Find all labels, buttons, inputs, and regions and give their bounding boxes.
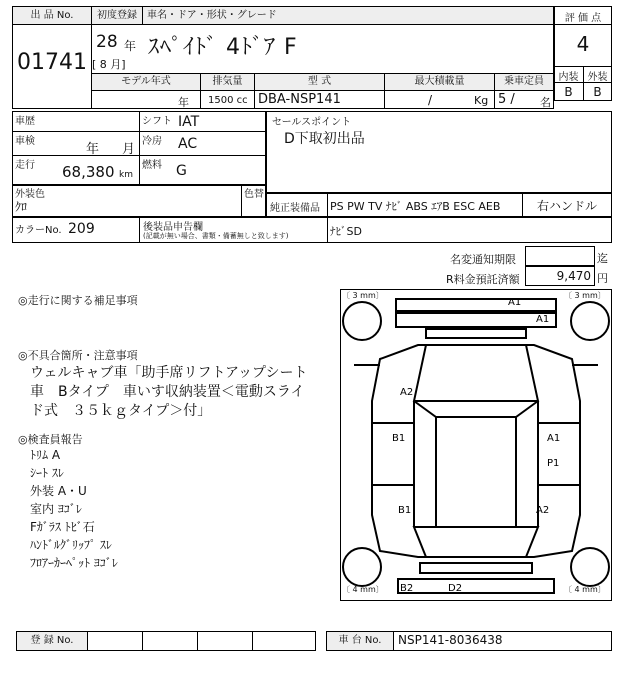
damage-mark: B1 [398,505,412,516]
damage-mark: B1 [392,433,406,444]
damage-mark: B2 [400,583,414,594]
wheel-front-left [343,302,381,340]
hood [414,345,538,401]
max-load-label: 最大積載量 [385,74,494,90]
color-change-label: 色替 [244,189,264,200]
divider [197,631,198,651]
wheel-front-right [571,302,609,340]
sales-point: D下取初出品 [284,131,365,147]
exterior-color: ｸﾛ [15,200,28,214]
mileage-unit: km [119,170,133,180]
rear-window [414,527,538,557]
tread-front-right: 〔 3 mm〕 [564,291,606,300]
divider [554,24,612,25]
color-no-label: カラーNo. [15,225,62,236]
color-no-box [12,217,612,243]
inspector-line: ﾄﾘﾑ A [30,448,61,462]
damage-mark: A1 [536,314,550,325]
max-load: / [428,93,433,107]
rear-panel [420,563,532,573]
equipment: PS PW TV ﾅﾋﾞ ABS ｴｱB ESC AEB [330,200,501,213]
history-label: 車歴 [15,116,35,127]
recycle-unit: 円 [597,272,608,285]
exterior-label: 外装 [587,72,608,83]
damage-mark: A2 [400,387,414,398]
capacity-label: 乗車定員 [495,74,553,90]
exterior-color-box [12,185,266,217]
recycle-value: 9,470 [556,269,591,283]
car-name-label: 車名・ドア・形状・グレード [143,7,553,24]
equipment-label: 純正装備品 [270,203,320,214]
capacity-unit: 名 [540,96,551,109]
max-load-unit: Kg [474,94,489,107]
aircon-label: 冷房 [142,136,162,147]
inspection-year-unit: 年 [86,142,100,157]
first-reg-label: 初度登録 [92,7,142,24]
sales-point-label: セールスポイント [272,117,352,128]
damage-mark: A2 [536,505,550,516]
divider [139,217,140,243]
model-code: DBA-NSP141 [258,92,341,107]
tread-rear-left: 〔 4 mm〕 [342,585,384,594]
fuel: G [176,163,187,179]
chassis-label: 車 台 No. [327,632,393,650]
mileage-label: 走行 [15,160,35,171]
defect-line: ウェルキャブ車「助手席リフトアップシート [30,365,308,381]
divider [327,193,328,217]
front-bumper-top [396,299,556,311]
divider [87,631,88,651]
inspector-line: ﾌﾛｱｰｶｰﾍﾟｯﾄ ﾖｺﾞﾚ [30,556,118,570]
name-change-unit: 迄 [597,252,608,265]
exterior-color-label: 外装色 [15,189,45,200]
reg-month: [ 8 月] [92,58,126,71]
windshield [414,401,538,417]
inspection-label: 車検 [15,136,35,147]
name-change-value [525,246,595,266]
aircon: AC [178,136,198,152]
divider [393,631,394,651]
inspector-line: 外装 A・U [30,484,87,498]
roof [436,417,516,527]
inspection-month-unit: 月 [122,142,136,157]
inspector-heading: ◎検査員報告 [18,433,83,446]
damage-mark: D2 [448,583,463,594]
tread-front-left: 〔 3 mm〕 [342,291,384,300]
inspector-line: ｼｰﾄ ｽﾚ [30,466,64,480]
shift: IAT [178,114,200,130]
chassis-number: NSP141-8036438 [398,633,503,647]
displacement-label: 排気量 [201,74,254,90]
body-outline [372,345,580,557]
divider [139,111,140,185]
divider [91,90,554,91]
defect-line: ド式 ３５ｋｇタイプ＞付」 [30,403,212,419]
grille [426,329,526,338]
reg-year: 28 [96,32,118,52]
damage-mark: P1 [547,458,560,469]
divider [12,24,92,25]
capacity: 5 / [498,92,515,107]
divider [252,631,253,651]
defect-heading: ◎不具合箇所・注意事項 [18,349,138,362]
model-year-unit: 年 [178,96,189,109]
shift-label: シフト [142,116,172,127]
driving-heading: ◎走行に関する補足事項 [18,294,138,307]
aftermarket-label: 後装品申告欄 [143,222,203,233]
exterior-grade: B [593,85,602,99]
mileage: 68,380 [62,163,115,181]
model-year-label: モデル年式 [92,74,200,90]
divider [91,24,554,25]
score-label: 評 価 点 [564,13,602,24]
inspector-line: Fｶﾞﾗｽ ﾄﾋﾞ石 [30,520,95,534]
car-outline-diagram [340,289,612,601]
aftermarket: ﾅﾋﾞSD [330,225,362,238]
front-bumper [396,313,556,327]
divider [12,131,266,132]
interior-label: 内装 [558,72,579,83]
wheel-rear-right [571,548,609,586]
tread-rear-right: 〔 4 mm〕 [564,585,606,594]
damage-mark: A1 [547,433,561,444]
lot-number: 01741 [17,50,87,75]
interior-grade: B [564,85,573,99]
displacement: 1500 cc [208,95,248,106]
lot-label: 出 品 No. [13,7,91,24]
fuel-label: 燃料 [142,160,162,171]
registration-label: 登 録 No. [17,632,87,650]
inspector-line: 室内 ﾖｺﾞﾚ [30,502,82,516]
divider [241,185,242,217]
steering: 右ハンドル [536,199,597,213]
inspector-line: ﾊﾝﾄﾞﾙｸﾞﾘｯﾌﾟ ｽﾚ [30,538,112,552]
recycle-label: R料金預託済額 [446,273,520,286]
defect-line: 車 Bタイプ 車いす収納装置＜電動スライ [30,384,305,400]
rear-bumper [398,579,554,593]
divider [142,631,143,651]
car-name: ｽﾍﾟｲﾄﾞ 4ﾄﾞｱ F [148,35,298,60]
score: 4 [576,32,590,56]
divider [12,155,266,156]
wheel-rear-left [343,548,381,586]
color-no: 209 [68,221,95,237]
model-label: 型 式 [255,74,384,90]
reg-year-unit: 年 [124,39,137,53]
name-change-label: 名変通知期限 [450,253,516,266]
aftermarket-note: (記載が無い場合、書類・備蓄無しと致します) [143,232,289,240]
divider [327,217,328,243]
damage-mark: A1 [508,297,522,308]
